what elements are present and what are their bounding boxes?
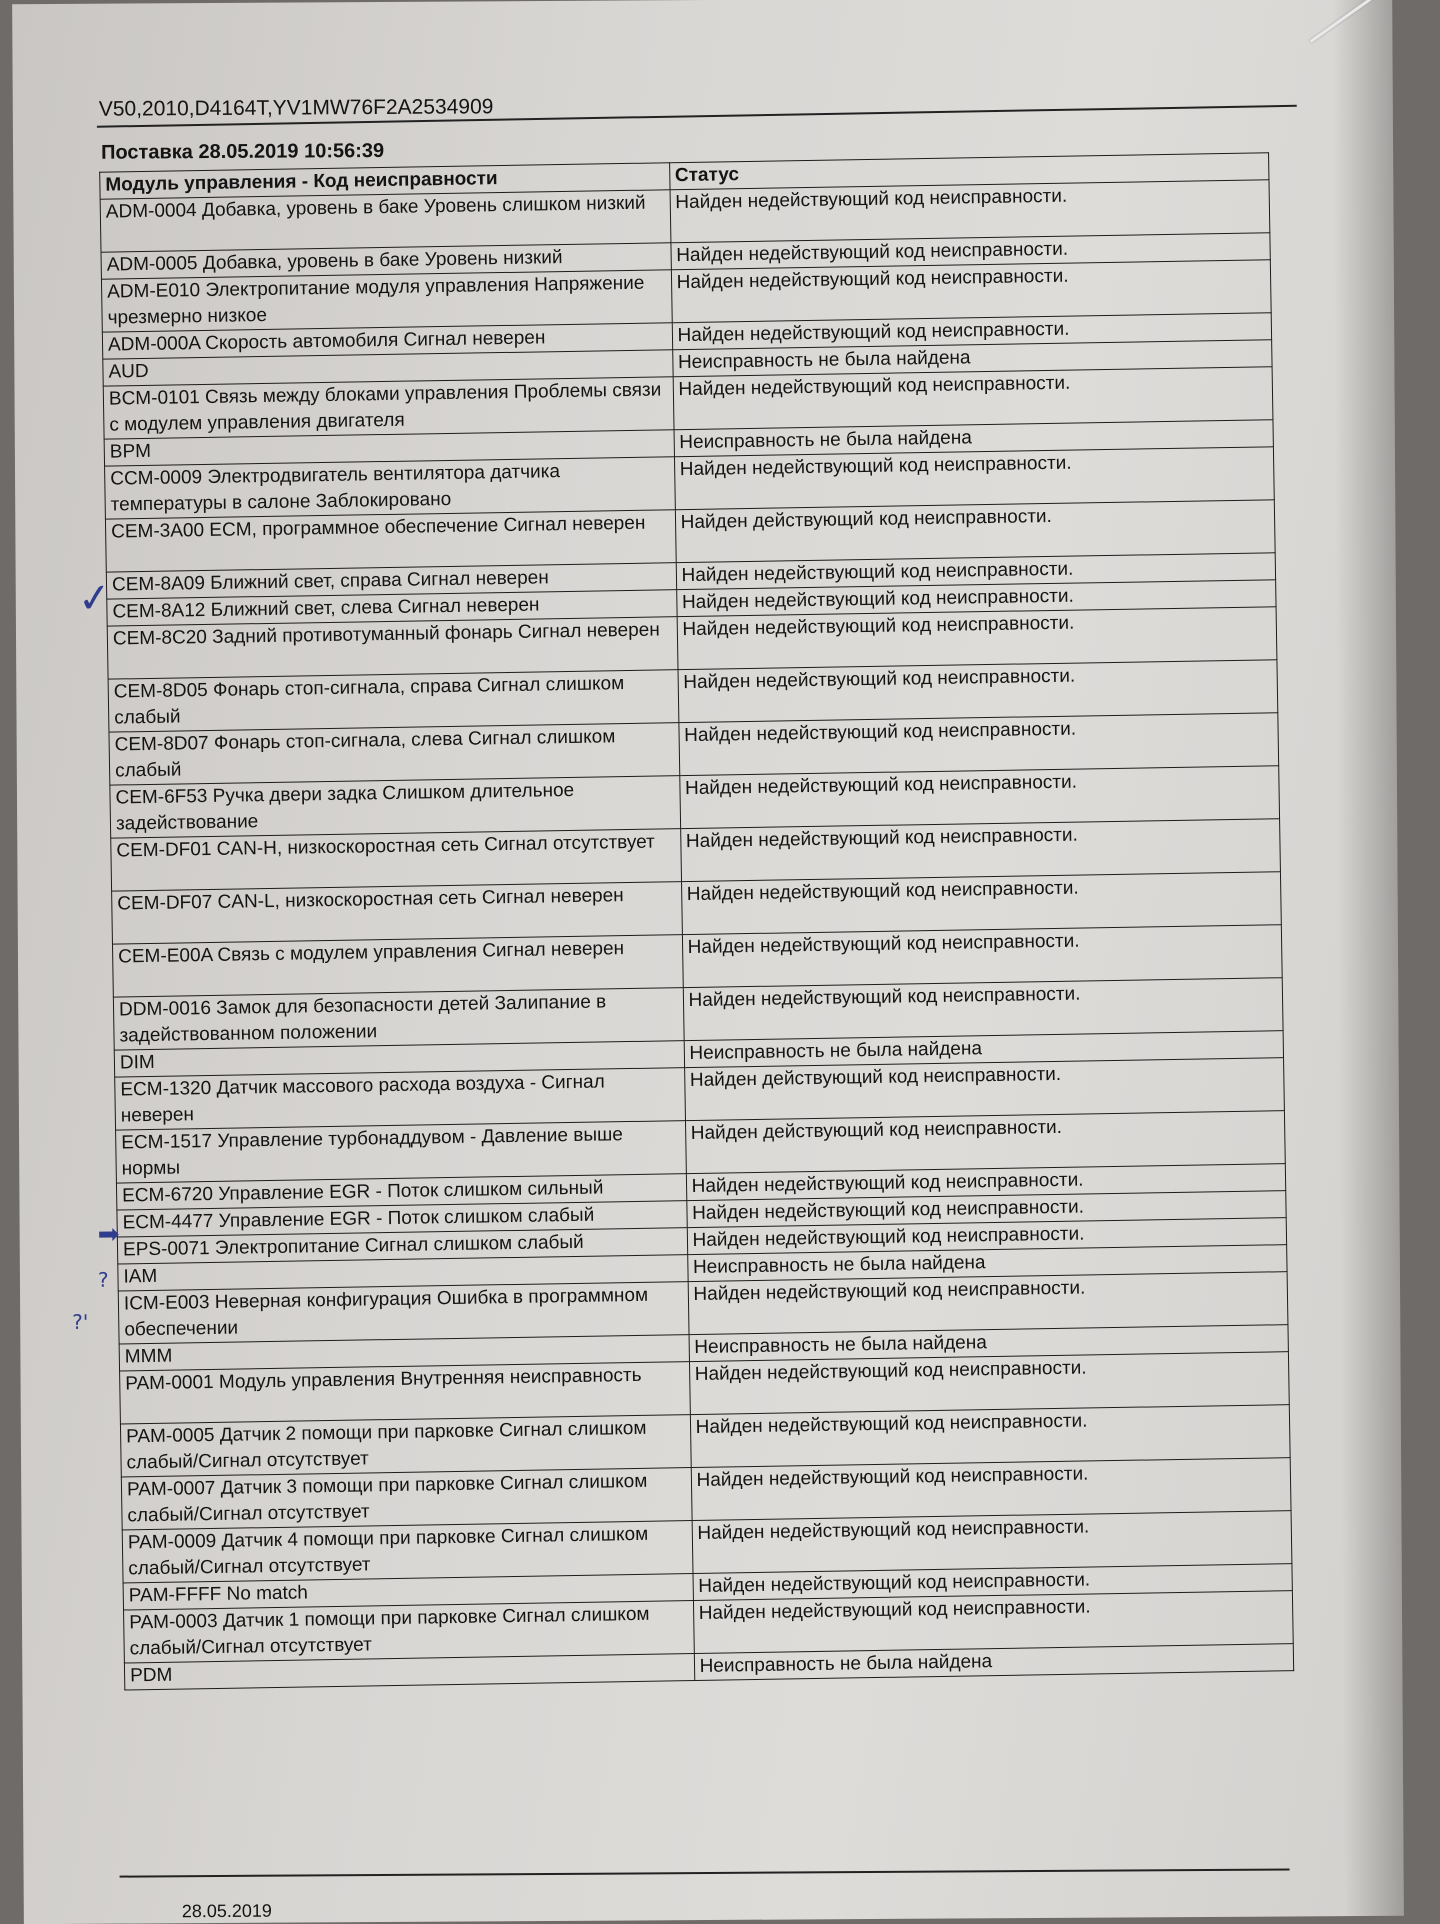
status-cell: Найден недействующий код неисправности. [683, 978, 1283, 1041]
status-cell: Найден недействующий код неисправности. [677, 607, 1277, 670]
status-cell: Найден недействующий код неисправности. [676, 553, 1276, 590]
fault-code-cell: PDM [124, 1654, 694, 1690]
fault-code-cell: AUD [103, 350, 673, 386]
status-cell: Найден действующий код неисправности. [684, 1058, 1284, 1121]
status-cell: Найден действующий код неисправности. [675, 500, 1275, 563]
fault-code-cell: PAM-FFFF No match [123, 1574, 693, 1610]
fault-code-cell: ICM-E003 Неверная конфигурация Ошибка в программном обеспечении [118, 1282, 688, 1344]
status-cell: Найден недействующий код неисправности. [687, 1218, 1287, 1255]
handwritten-question-mark: ? [97, 1267, 109, 1292]
status-cell: Найден недействующий код неисправности. [670, 180, 1270, 243]
status-cell: Неисправность не была найдена [672, 340, 1272, 377]
status-cell: Найден недействующий код неисправности. [692, 1511, 1292, 1574]
delivery-timestamp: Поставка 28.05.2019 10:56:39 [100, 139, 385, 164]
column-header-module-code: Модуль управления - Код неисправности [100, 163, 670, 199]
status-cell: Найден недействующий код неисправности. [678, 713, 1278, 776]
status-cell: Найден недействующий код неисправности. [690, 1405, 1290, 1468]
fault-code-cell: ECM-1517 Управление турбонаддувом - Давление выше нормы [116, 1121, 686, 1183]
document-page [12, 0, 1404, 1924]
status-cell: Найден недействующий код неисправности. [691, 1458, 1291, 1521]
fault-code-cell: PAM-0005 Датчик 2 помощи при парковке Сигнал слишком слабый/Сигнал отсутствует [120, 1415, 690, 1477]
fault-code-table [99, 152, 1294, 1690]
fault-code-cell: EPS-0071 Электропитание Сигнал слишком слабый [117, 1228, 687, 1264]
status-cell: Найден недействующий код неисправности. [671, 233, 1271, 270]
status-cell: Найден недействующий код неисправности. [686, 1164, 1286, 1201]
status-cell: Найден недействующий код неисправности. [674, 447, 1274, 510]
fault-code-cell: ECM-6720 Управление EGR - Поток слишком сильный [116, 1174, 686, 1210]
status-cell: Найден действующий код неисправности. [685, 1111, 1285, 1174]
footer-date: 28.05.2019 [181, 1900, 272, 1922]
handwritten-check-mark: ✓ [75, 574, 114, 624]
status-cell: Найден недействующий код неисправности. [686, 1191, 1286, 1228]
status-cell: Найден недействующий код неисправности. [689, 1352, 1289, 1415]
status-cell: Найден недействующий код неисправности. [679, 766, 1279, 829]
fault-code-cell: PAM-0009 Датчик 4 помощи при парковке Сигнал слишком слабый/Сигнал отсутствует [122, 1521, 692, 1583]
status-cell: Найден недействующий код неисправности. [681, 872, 1281, 935]
fault-code-cell: CEM-DF01 CAN-H, низкоскоростная сеть Сигнал отсутствует [111, 829, 681, 891]
status-cell: Найден недействующий код неисправности. [680, 819, 1280, 882]
column-header-status: Статус [669, 153, 1269, 190]
fault-code-cell: ADM-0004 Добавка, уровень в баке Уровень слишком низкий [100, 190, 670, 252]
table-body [97, 180, 1294, 1690]
handwritten-arrow-mark: ➡ [97, 1219, 120, 1250]
fault-code-cell: IAM [118, 1255, 688, 1291]
status-cell: Неисправность не была найдена [689, 1325, 1289, 1362]
fault-code-cell: ADM-000A Скорость автомобиля Сигнал неверен [102, 323, 672, 359]
fault-code-cell: PAM-0007 Датчик 3 помощи при парковке Сигнал слишком слабый/Сигнал отсутствует [121, 1468, 691, 1530]
fault-code-cell: CEM-6F53 Ручка двери задка Слишком длительное задействование [110, 776, 680, 838]
fault-code-cell: CEM-E00A Связь с модулем управления Сигнал неверен [112, 935, 682, 997]
fault-code-cell: CEM-8C20 Задний противотуманный фонарь Сигнал неверен [107, 617, 677, 679]
fault-code-cell: PAM-0001 Модуль управления Внутренняя неисправность [120, 1362, 690, 1424]
page-edge-shadow [1332, 0, 1404, 1916]
fault-code-cell: DDM-0016 Замок для безопасности детей Залипание в задействованном положении [113, 988, 683, 1050]
status-cell: Найден недействующий код неисправности. [676, 580, 1276, 617]
fault-code-cell: BCM-0101 Связь между блоками управления Проблемы связи с модулем управления двигателя [103, 377, 673, 439]
vehicle-identifier: V50,2010,D4164T,YV1MW76F2A2534909 [98, 95, 494, 121]
status-cell: Неисправность не была найдена [674, 420, 1274, 457]
fault-code-cell: CEM-DF07 CAN-L, низкоскоростная сеть Сигнал неверен [112, 882, 682, 944]
status-cell: Неисправность не была найдена [694, 1644, 1294, 1681]
status-cell: Найден недействующий код неисправности. [682, 925, 1282, 988]
status-cell: Найден недействующий код неисправности. [693, 1591, 1293, 1654]
fault-code-cell: DIM [114, 1041, 684, 1077]
fault-code-cell: BPM [104, 430, 674, 466]
status-cell: Найден недействующий код неисправности. [678, 660, 1278, 723]
fault-code-cell: PAM-0003 Датчик 1 помощи при парковке Сигнал слишком слабый/Сигнал отсутствует [124, 1601, 694, 1663]
fault-code-cell: CEM-8D07 Фонарь стоп-сигнала, слева Сигнал слишком слабый [109, 723, 679, 785]
status-cell: Найден недействующий код неисправности. [671, 260, 1271, 323]
fault-code-cell: ECM-1320 Датчик массового расхода воздуха - Сигнал неверен [115, 1068, 685, 1130]
fault-code-cell: ECM-4477 Управление EGR - Поток слишком слабый [117, 1201, 687, 1237]
fault-code-cell: CEM-8A09 Ближний свет, справа Сигнал неверен [106, 563, 676, 599]
status-cell: Неисправность не была найдена [684, 1031, 1284, 1068]
handwritten-question-mark: ?' [72, 1309, 89, 1334]
fault-code-cell: MMM [119, 1335, 689, 1371]
fault-code-cell: CEM-8D05 Фонарь стоп-сигнала, справа Сигнал слишком слабый [108, 670, 678, 732]
status-cell: Найден недействующий код неисправности. [688, 1272, 1288, 1335]
fault-code-cell: CCM-0009 Электродвигатель вентилятора датчика температуры в салоне Заблокировано [105, 457, 675, 519]
fault-code-cell: ADM-0005 Добавка, уровень в баке Уровень низкий [101, 243, 671, 279]
fault-code-cell: CEM-8A12 Ближний свет, слева Сигнал неверен [107, 590, 677, 626]
footer-divider [120, 1868, 1290, 1877]
fault-code-cell: ADM-E010 Электропитание модуля управления Напряжение чрезмерно низкое [101, 270, 671, 332]
fault-code-cell: CEM-3A00 ECM, программное обеспечение Сигнал неверен [105, 510, 675, 572]
status-cell: Неисправность не была найдена [687, 1245, 1287, 1282]
status-cell: Найден недействующий код неисправности. [693, 1564, 1293, 1601]
status-cell: Найден недействующий код неисправности. [672, 313, 1272, 350]
status-cell: Найден недействующий код неисправности. [673, 367, 1273, 430]
